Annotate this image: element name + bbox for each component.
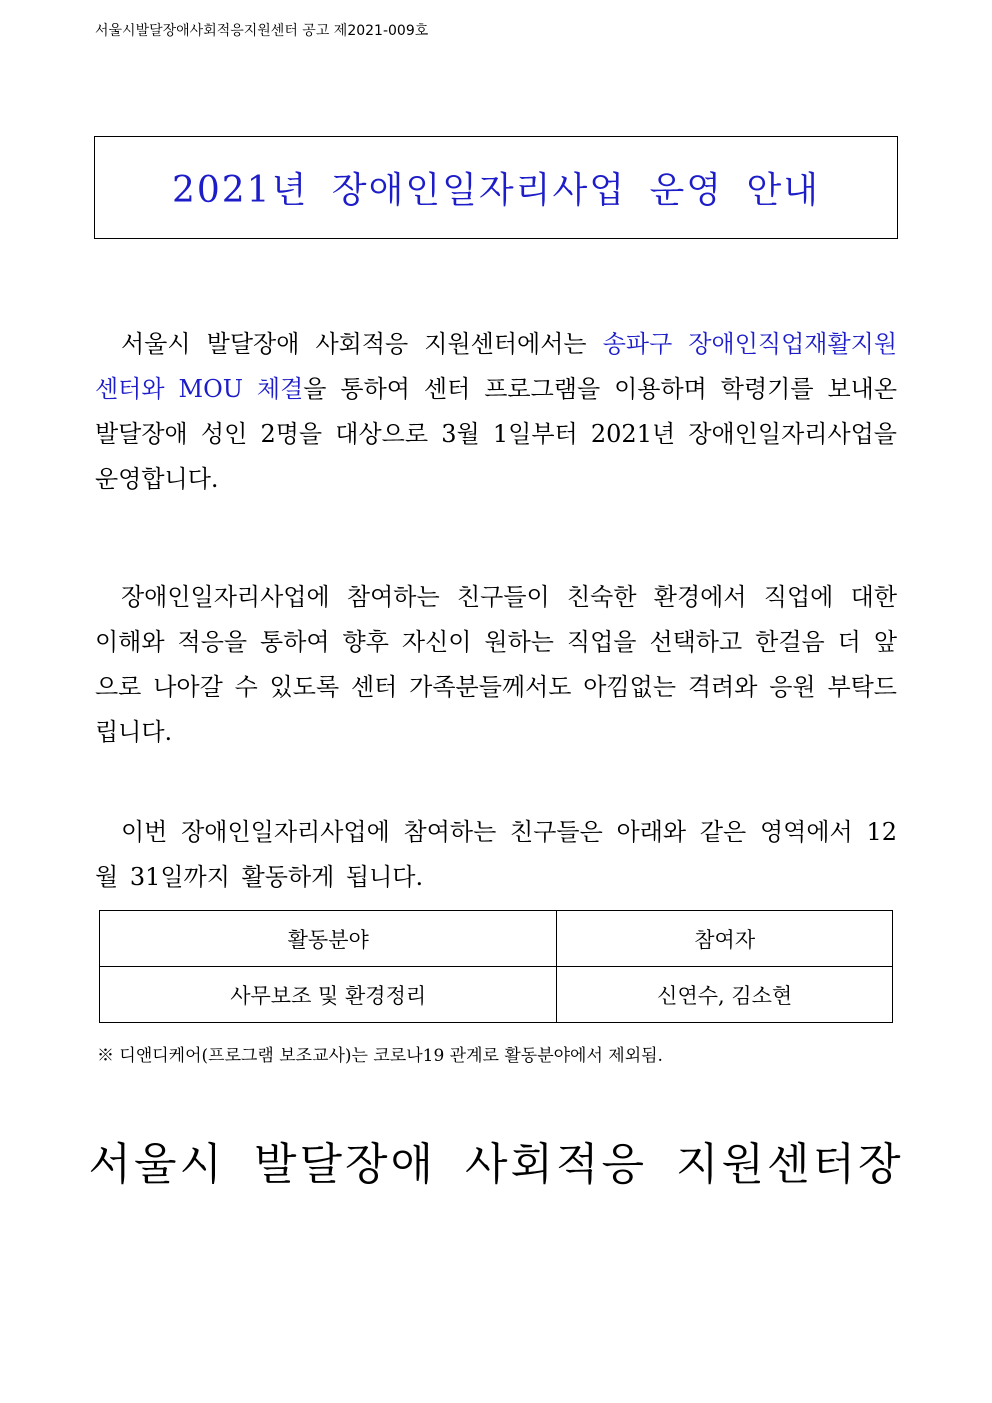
paragraph-intro xyxy=(95,322,897,502)
signature: 서울시 발달장애 사회적응 지원센터장 xyxy=(88,1139,904,1190)
table-cell-field: 사무보조 및 환경정리 xyxy=(100,967,557,1023)
paragraph-intro-start: 서울시 발달장애 사회적응 지원센터에서는 xyxy=(121,330,603,358)
title-box xyxy=(94,136,898,239)
paragraph-activity: 이번 장애인일자리사업에 참여하는 친구들은 아래와 같은 영역에서 12월 31일까지 활동하게 됩니다. xyxy=(95,818,897,891)
table-header-field: 활동분야 xyxy=(100,911,557,967)
footnote: ※ 디앤디케어(프로그램 보조교사)는 코로나19 관계로 활동분야에서 제외됨. xyxy=(97,1046,663,1066)
paragraph-intro-end: 을 통하여 센터 프로그램을 이용하며 학령기를 보내온 발달장애 성인 2명을 대상으로 3월 1일부터 2021년 장애인일자리사업을 운영합니다. xyxy=(95,375,898,493)
table-cell-participants: 신연수, 김소현 xyxy=(557,967,893,1023)
table-header-row xyxy=(100,911,893,967)
paragraph-encouragement: 장애인일자리사업에 참여하는 친구들이 친숙한 환경에서 직업에 대한 이해와 적응을 통하여 향후 자신이 원하는 직업을 선택하고 한걸음 더 앞으로 나아갈 수 있도록 센터 가족분들께서도 아낌없는 격려와 응원 부탁드립니다. xyxy=(95,583,897,746)
notice-number: 서울시발달장애사회적응지원센터 공고 제2021-009호 xyxy=(95,23,429,39)
activity-table xyxy=(99,910,893,1023)
table-row xyxy=(100,967,893,1023)
table-header-participants: 참여자 xyxy=(557,911,893,967)
document-title: 2021년 장애인일자리사업 운영 안내 xyxy=(171,170,821,211)
paragraph-intro-highlight: 송파구 장애인직업재활지원센터와 MOU 체결 xyxy=(95,330,898,403)
